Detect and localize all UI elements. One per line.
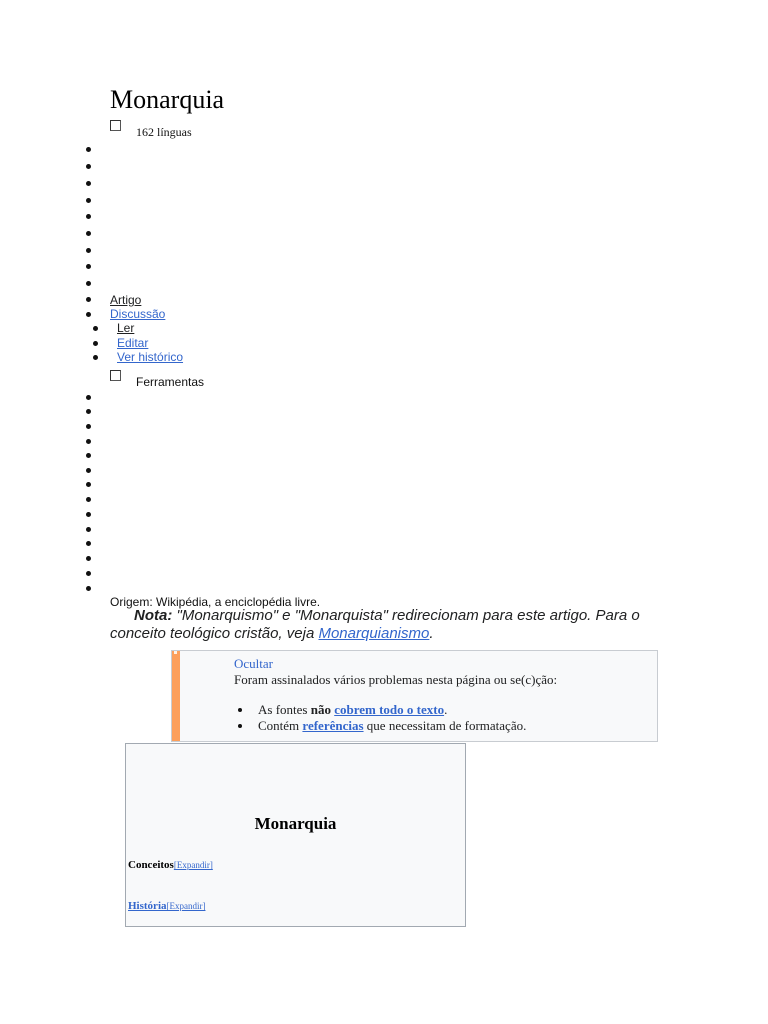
page-title: Monarquia bbox=[110, 85, 225, 114]
list-bullet bbox=[86, 214, 91, 219]
list-bullet bbox=[86, 512, 91, 517]
issues-box bbox=[171, 650, 658, 742]
list-bullet bbox=[93, 355, 98, 360]
issues-intro: Foram assinalados vários problemas nesta página ou se(c)ção: bbox=[234, 672, 558, 687]
list-bullet bbox=[86, 586, 91, 591]
site-subtitle: Origem: Wikipédia, a enciclopédia livre. bbox=[110, 595, 321, 609]
expand-conceitos-link[interactable]: [Expandir] bbox=[173, 860, 213, 870]
tab-ver-historico[interactable]: Ver histórico bbox=[117, 350, 184, 364]
hatnote bbox=[110, 607, 670, 643]
infobox bbox=[125, 743, 466, 927]
tab-artigo[interactable]: Artigo bbox=[110, 293, 142, 307]
tab-ler[interactable]: Ler bbox=[117, 321, 135, 335]
list-bullet bbox=[86, 482, 91, 487]
list-bullet bbox=[86, 164, 91, 169]
infobox-row-historia bbox=[128, 900, 205, 912]
list-bullet bbox=[86, 541, 91, 546]
list-bullet bbox=[93, 341, 98, 346]
infobox-row-conceitos bbox=[128, 859, 213, 871]
list-bullet bbox=[86, 527, 91, 532]
infobox-row-label: Conceitos bbox=[128, 859, 174, 871]
list-bullet bbox=[86, 147, 91, 152]
expand-historia-link[interactable]: [Expandir] bbox=[166, 901, 206, 911]
tools-checkbox[interactable] bbox=[110, 370, 121, 381]
issue-bold: não bbox=[310, 702, 331, 717]
list-bullet bbox=[93, 326, 98, 331]
hatnote-link-monarquianismo[interactable]: Monarquianismo bbox=[318, 625, 430, 642]
list-bullet bbox=[238, 708, 242, 712]
list-bullet bbox=[86, 439, 91, 444]
hatnote-text: "Monarquismo" e "Monarquista" redirecionam para este artigo. Para o conceito teológico cristão, veja bbox=[110, 607, 640, 642]
issue-text-end: . bbox=[444, 702, 448, 717]
list-bullet bbox=[86, 468, 91, 473]
issue-link-referencias[interactable]: referências bbox=[302, 718, 364, 733]
list-bullet bbox=[86, 312, 91, 317]
infobox-title: Monarquia bbox=[254, 814, 337, 833]
list-bullet bbox=[86, 281, 91, 286]
list-bullet bbox=[86, 198, 91, 203]
issues-box-accent bbox=[172, 651, 180, 741]
list-bullet bbox=[86, 231, 91, 236]
issue-text: Contém bbox=[258, 718, 303, 733]
languages-button[interactable]: 162 línguas bbox=[136, 125, 192, 139]
issue-item bbox=[258, 702, 649, 718]
hatnote-suffix: . bbox=[429, 625, 434, 642]
issue-text: As fontes bbox=[258, 702, 311, 717]
list-bullet bbox=[86, 497, 91, 502]
languages-checkbox[interactable] bbox=[110, 120, 121, 131]
list-bullet bbox=[86, 409, 91, 414]
tab-editar[interactable]: Editar bbox=[117, 336, 149, 350]
issue-link-cobrem-todo-o-texto[interactable]: cobrem todo o texto bbox=[334, 702, 445, 717]
list-bullet bbox=[86, 181, 91, 186]
list-bullet bbox=[238, 724, 242, 728]
list-bullet bbox=[86, 453, 91, 458]
issues-list bbox=[234, 702, 649, 734]
list-bullet bbox=[86, 424, 91, 429]
list-bullet bbox=[86, 556, 91, 561]
hide-toggle-link[interactable]: Ocultar bbox=[234, 656, 273, 671]
tab-discussao[interactable]: Discussão bbox=[110, 307, 166, 321]
list-bullet bbox=[86, 297, 91, 302]
hatnote-prefix: Nota: bbox=[134, 607, 173, 624]
issue-text-end: que necessitam de formatação. bbox=[363, 718, 527, 733]
infobox-row-label-link[interactable]: História bbox=[128, 900, 167, 912]
list-bullet bbox=[86, 571, 91, 576]
tools-button[interactable]: Ferramentas bbox=[136, 375, 205, 389]
list-bullet bbox=[86, 264, 91, 269]
issue-item bbox=[258, 718, 649, 734]
list-bullet bbox=[86, 395, 91, 400]
list-bullet bbox=[86, 248, 91, 253]
